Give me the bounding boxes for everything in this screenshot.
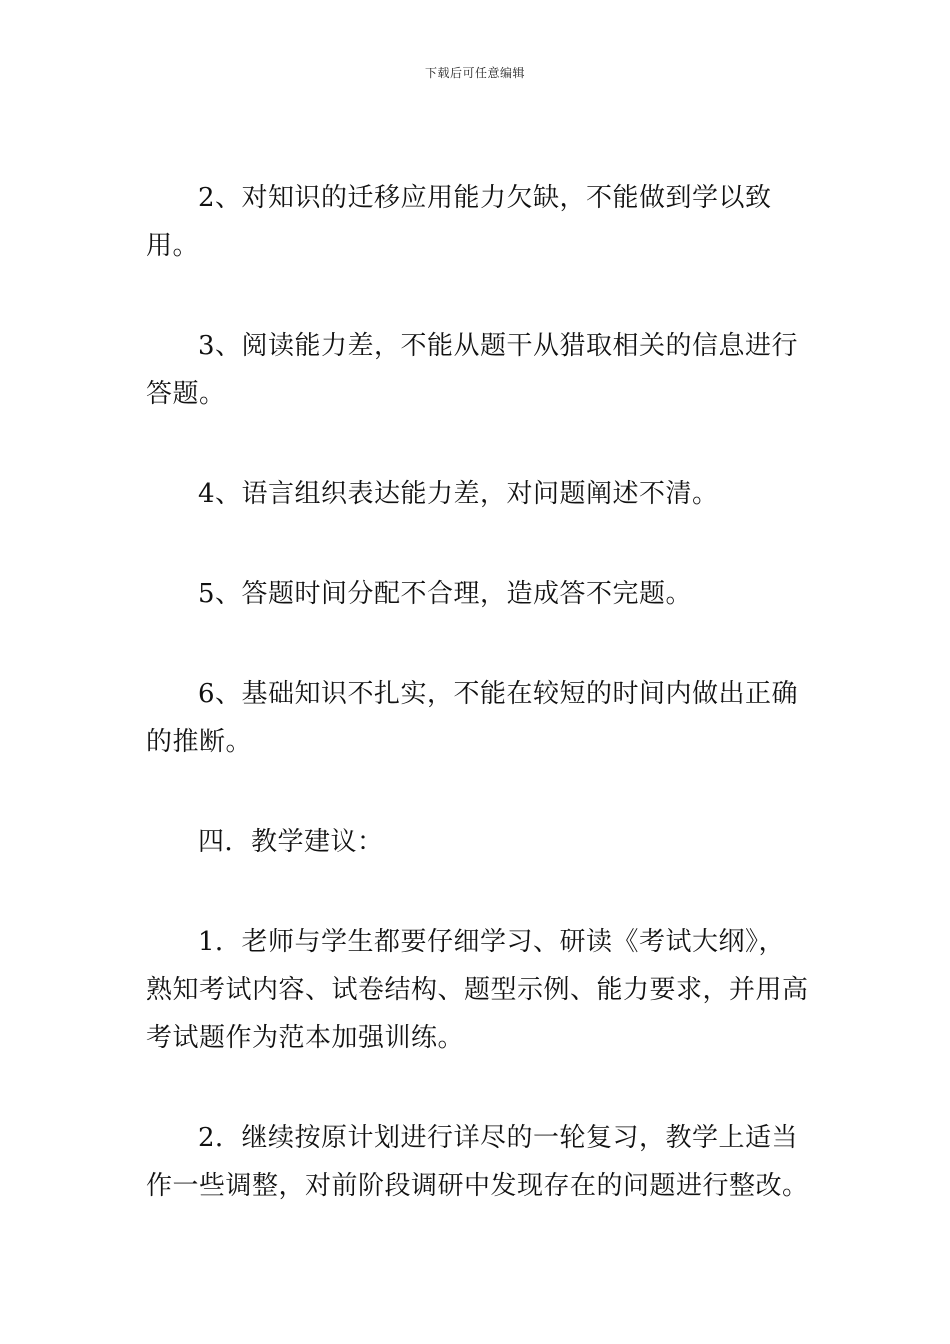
paragraph-problem-2: 2、对知识的迁移应用能力欠缺，不能做到学以致用。 <box>146 183 772 261</box>
paragraph-suggestion-1: 1．老师与学生都要仔细学习、研读《考试大纲》，熟知考试内容、试卷结构、题型示例、能力要求，并用高考试题作为范本加强训练。 <box>146 927 809 1053</box>
paragraph-problem-3: 3、阅读能力差，不能从题干从猎取相关的信息进行答题。 <box>146 331 799 409</box>
paragraph-suggestion-2: 2．继续按原计划进行详尽的一轮复习，教学上适当作一些调整，对前阶段调研中发现存在的问题进行整改。 <box>146 1123 809 1201</box>
paragraph-problem-4: 4、语言组织表达能力差，对问题阐述不清。 <box>198 479 719 509</box>
paragraph-problem-6: 6、基础知识不扎实，不能在较短的时间内做出正确的推断。 <box>146 679 799 757</box>
page-header: 下载后可任意编辑 <box>424 66 525 80</box>
document-body <box>146 174 810 1210</box>
paragraph-problem-5: 5、答题时间分配不合理，造成答不完题。 <box>198 579 693 609</box>
section-heading-teaching-suggestions: 四．教学建议： <box>198 827 384 857</box>
